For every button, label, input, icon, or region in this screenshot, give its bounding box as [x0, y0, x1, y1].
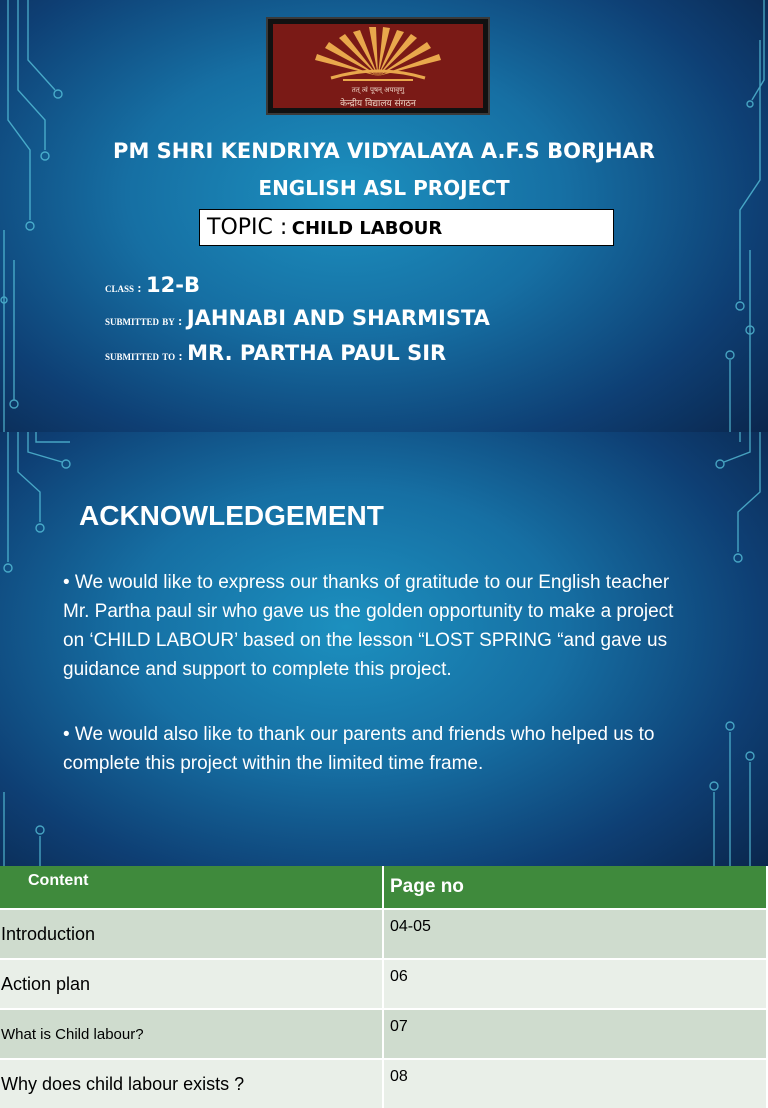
table-row — [0, 1009, 767, 1059]
logo-org-name: केन्द्रीय विद्यालय संगठन — [340, 99, 416, 109]
header-content: Content — [0, 866, 383, 909]
row-page: 06 — [383, 959, 767, 1009]
topic-value: CHILD LABOUR — [291, 218, 443, 239]
row-page: 07 — [383, 1009, 767, 1059]
circuit-decoration-right — [700, 0, 768, 432]
submitted-to-label: submitted to : — [105, 348, 183, 363]
circuit-decoration-right — [690, 432, 768, 866]
submitted-by-line — [105, 306, 490, 330]
table-header-row — [0, 866, 767, 909]
header-page-no: Page no — [383, 866, 767, 909]
school-name: PM SHRI KENDRIYA VIDYALAYA A.F.S BORJHAR — [113, 139, 655, 163]
class-label: class : — [105, 280, 142, 295]
title-slide — [0, 0, 768, 432]
acknowledgement-title: ACKNOWLEDGEMENT — [79, 500, 384, 531]
class-line — [105, 273, 200, 297]
logo-motto: तत् त्वं पूषन् अपावृणु — [351, 86, 405, 94]
project-name: ENGLISH ASL PROJECT — [258, 176, 510, 200]
row-content: What is Child labour? — [0, 1009, 383, 1059]
contents-slide — [0, 866, 768, 1094]
topic-label: TOPIC : — [207, 215, 288, 240]
submitted-by-value: JAHNABI AND SHARMISTA — [186, 306, 490, 330]
class-value: 12-B — [146, 273, 200, 297]
topic-box — [199, 209, 614, 246]
row-content: Introduction — [0, 909, 383, 959]
acknowledgement-slide — [0, 432, 768, 866]
kvs-logo — [266, 17, 490, 115]
table-row — [0, 1059, 767, 1108]
submitted-to-value: MR. PARTHA PAUL SIR — [187, 341, 447, 365]
row-page: 04-05 — [383, 909, 767, 959]
contents-table — [0, 866, 768, 1108]
row-page: 08 — [383, 1059, 767, 1108]
row-content: Why does child labour exists ? — [0, 1059, 383, 1108]
submitted-to-line — [105, 341, 446, 365]
submitted-by-label: submitted by : — [105, 313, 183, 328]
table-row — [0, 959, 767, 1009]
acknowledgement-bullet-1: • We would like to express our thanks of gratitude to our English teacher Mr. Partha paul sir who gave us the golden opportunity to make a project on ‘CHILD LABOUR’ based on the lesson “LOST SPRING “and gave us guidance and support to complete this project. — [63, 572, 674, 680]
sun-rays-icon — [273, 24, 483, 84]
acknowledgement-bullet-2: • We would also like to thank our parents and friends who helped us to complete this project within the limited time frame. — [63, 724, 655, 774]
table-row — [0, 909, 767, 959]
row-content: Action plan — [0, 959, 383, 1009]
circuit-decoration-left — [0, 0, 70, 432]
